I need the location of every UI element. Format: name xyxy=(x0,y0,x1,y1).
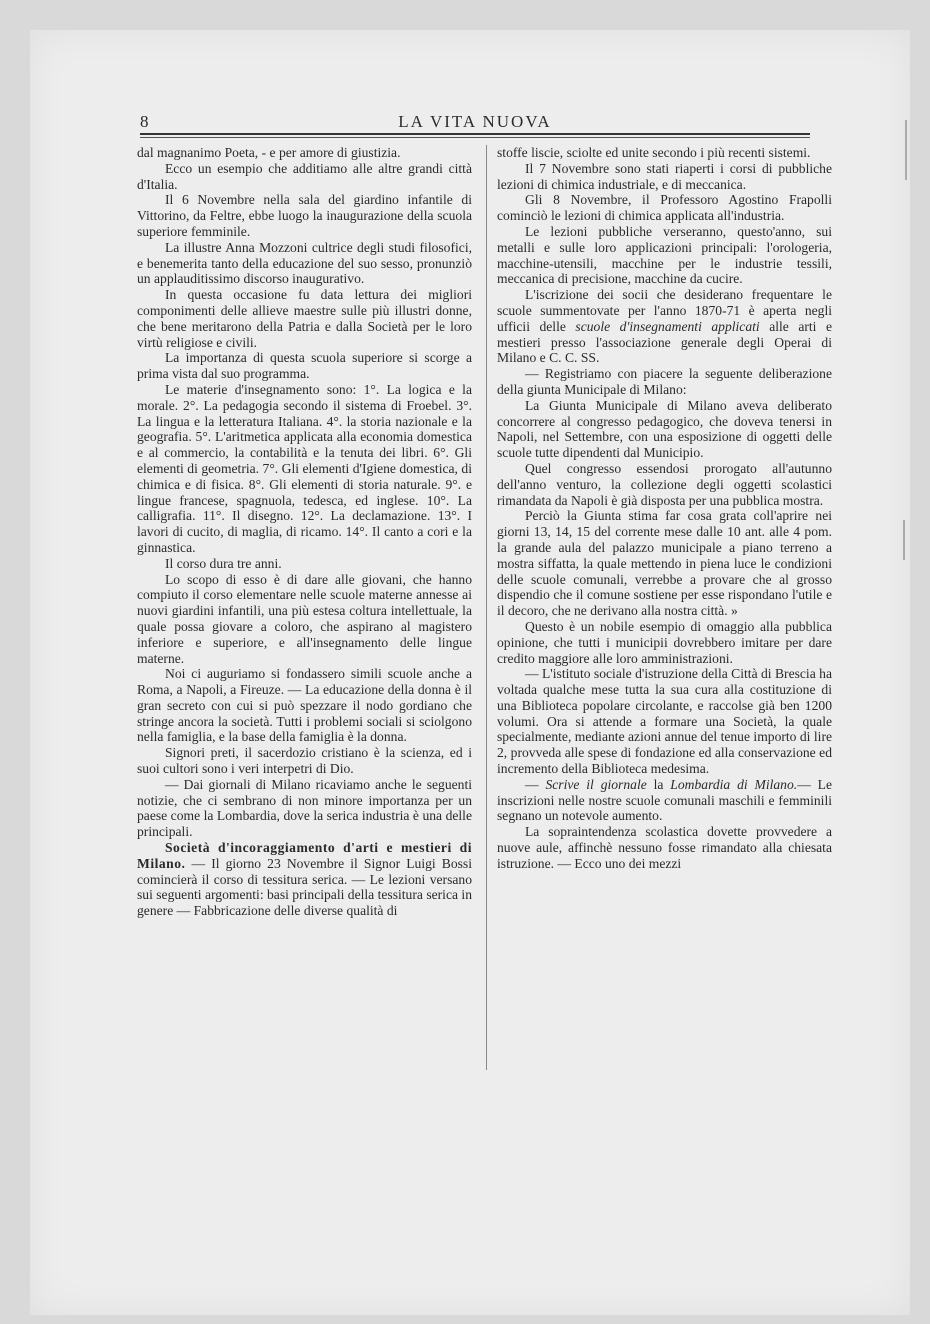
paragraph-text: — xyxy=(525,776,546,792)
paragraph: La Giunta Municipale di Milano aveva deliberato concorrere al congresso pedagogico, che doveva tenersi in Napoli, nel Settembre, con una esposizione di oggetti delle scuole tutte dipendenti dal Municipio. xyxy=(497,397,832,461)
page-number: 8 xyxy=(140,112,150,131)
paragraph: Le lezioni pubbliche verseranno, questo'anno, sui metalli e sulle loro applicazioni principali: l'orologeria, macchine-utensili, macchine per le industrie tessili, meccanica di precisione, macchine da cucire. xyxy=(497,223,832,287)
paragraph: — L'istituto sociale d'istruzione della Città di Brescia ha voltada qualche mese tutta la sua cura alla costituzione di una Biblioteca popolare circolante, e raccolse già ben 1200 volumi. Ora si attende a formare una Società, la quale specialmente, mediante azioni annue del tenue importo di lire 2, provveda alle spese di fondazione ed alla conservazione ed incremento della Biblioteca medesima. xyxy=(497,666,832,777)
paragraph: Quel congresso essendosi prorogato all'autunno dell'anno venturo, la collezione degli oggetti scolastici rimandata da Napoli è già disposta per una pubblica mostra. xyxy=(497,460,832,508)
paragraph: — Registriamo con piacere la seguente deliberazione della giunta Municipale di Milano: xyxy=(497,366,832,397)
paragraph: Questo è un nobile esempio di omaggio alla pubblica opinione, che tutti i municipii dovrebbero imitare per dare credito maggiore alle loro amministrazioni. xyxy=(497,618,832,666)
column-divider xyxy=(486,145,487,1070)
paragraph-text: la xyxy=(646,776,671,792)
paragraph: Perciò la Giunta stima far cosa grata coll'aprire nei giorni 13, 14, 15 del corrente mese dalle 10 ant. alle 4 pom. la grande aula del palazzo municipale a piano terreno a mostra siffatta, la quale mettendo in piena luce le condizioni delle scuole comunali, verrebbe a provare che al grosso dispendio che il comune sostiene per esse rispondano l'utile e il decoro, che ne derivano alla nostra città. » xyxy=(497,508,832,619)
paragraph: Noi ci auguriamo si fondassero simili scuole anche a Roma, a Napoli, a Fireuze. — La educazione della donna è il gran secreto con cui si può spezzare il nodo gordiano che stringe ancora la società. Tutti i problemi sociali si sciolgono nella famiglia, e la base della famiglia è la donna. xyxy=(137,666,472,745)
italic-text: Scrive il giornale xyxy=(545,776,647,792)
paragraph: La importanza di questa scuola superiore si scorge a prima vista dal suo programma. xyxy=(137,350,472,382)
paragraph: La illustre Anna Mozzoni cultrice degli studi filosofici, e benemerita tanto della educazione del suo sesso, pronunziò un applauditissimo discorso inaugurativo. xyxy=(137,239,472,287)
paragraph-text: — Le inscrizioni nelle nostre scuole comunali maschili e femminili segnano un notevole aumento. xyxy=(497,776,832,824)
paragraph: Gli 8 Novembre, il Professoro Agostino Frapolli cominciò le lezioni di chimica applicata all'industria. xyxy=(497,192,832,224)
paragraph: In questa occasione fu data lettura dei migliori componimenti delle allieve maestre sulle più illustri donne, che bene meritarono della Patria e dalla Società per le loro virtù religiose e civili. xyxy=(137,287,472,350)
paragraph xyxy=(497,287,832,366)
society-heading: Società d'incoraggiamento d'arti e mestieri di Milano. xyxy=(137,840,472,871)
paragraph: dal magnanimo Poeta, - e per amore di giustizia. xyxy=(137,145,401,160)
right-column xyxy=(497,145,832,872)
paragraph-text: alle arti e mestieri presso l'associazione generale degli Operai di Milano e C. C. SS. xyxy=(497,318,833,366)
paragraph-society xyxy=(137,840,472,919)
running-title: LA VITA NUOVA xyxy=(398,112,552,131)
paragraph: La sopraintendenza scolastica dovette provvedere a nuove aule, affinchè nessuno fosse rimandato alla chiesata istruzione. — Ecco uno dei mezzi xyxy=(497,824,832,871)
paragraph: Il 6 Novembre nella sala del giardino infantile di Vittorino, da Feltre, ebbe luogo la inaugurazione della scuola superiore femminile. xyxy=(137,192,472,239)
italic-text: Lombardia di Milano. xyxy=(670,776,798,792)
paragraph: Le materie d'insegnamento sono: 1°. La logica e la morale. 2°. La pedagogia secondo il sistema di Froebel. 3°. La lingua e la letteratura Italiana. 4°. la storia nazionale e la geografia. 5°. L'aritmetica applicata alla economia domestica e al commercio, la contabilità e la tenuta dei libri. 6°. Gli elementi di geometria. 7°. Gli elementi d'Igiene domestica, di chimica e di fisica. 8°. Gli elementi di storia naturale. 9°. e lingue francese, spagnuola, tedesca, ed inglese. 10°. La calligrafia. 11°. Il disegno. 12°. La declamazione. 13°. I lavori di cucito, di maglia, di ricamo. 14°. Il canto a cori e la ginnastica. xyxy=(137,381,472,555)
paragraph-text: — Il giorno 23 Novembre il Signor Luigi Bossi comincierà il corso di tessitura serica. — Le lezioni versano sui seguenti argomenti: basi principali della tessitura serica in genere — Fabbricazione delle diverse qualità di xyxy=(137,855,472,919)
header-rule-thin xyxy=(140,137,810,138)
paragraph: Signori preti, il sacerdozio cristiano è la scienza, ed i suoi cultori sono i veri interpetri di Dio. xyxy=(137,745,472,777)
paragraph: Lo scopo di esso è di dare alle giovani, che hanno compiuto il corso elementare nelle scuole materne annesse ai nuovi giardini infantili, una più estesa coltura intellettuale, la quale possa giovare a coloro, che aspirano al magistero inferiore e superiore, e all'insegnamento delle lingue materne. xyxy=(137,571,472,666)
page-header xyxy=(140,112,810,132)
paragraph: Il corso dura tre anni. xyxy=(165,555,282,571)
page-edge-mark xyxy=(905,120,907,180)
paragraph: Ecco un esempio che additiamo alle altre grandi città d'Italia. xyxy=(137,160,472,192)
paragraph: stoffe liscie, sciolte ed unite secondo i più recenti sistemi. xyxy=(497,145,811,160)
paragraph xyxy=(497,777,832,824)
paragraph-text: L'iscrizione dei socii che desiderano frequentare le scuole summentovate per l'anno 1870-71 è aperta negli ufficii delle xyxy=(497,287,832,334)
page-edge-mark xyxy=(903,520,905,560)
italic-text: scuole d'insegnamenti applicati xyxy=(575,318,760,334)
left-column xyxy=(137,145,472,919)
paragraph: Il 7 Novembre sono stati riaperti i corsi di pubbliche lezioni di chimica industriale, e di meccanica. xyxy=(497,160,832,192)
paragraph: — Dai giornali di Milano ricaviamo anche le seguenti notizie, che ci sembrano di non minore importanza per un paese come la Lombardia, dove la serica industria è una delle principali. xyxy=(137,776,472,840)
header-rule-thick xyxy=(140,133,810,135)
